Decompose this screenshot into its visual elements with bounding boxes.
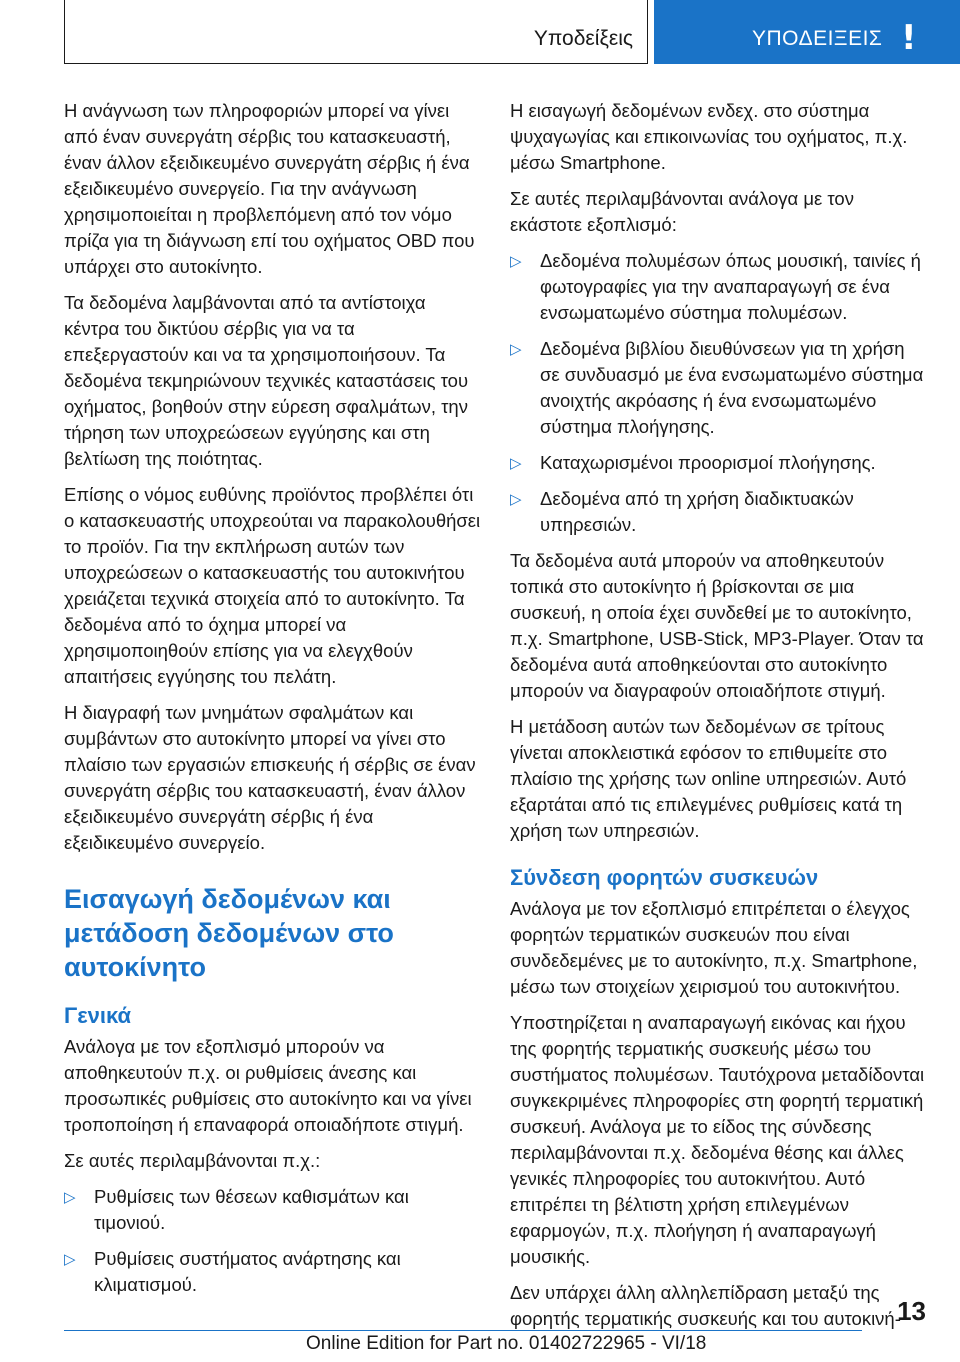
paragraph: Η εισαγωγή δεδομένων ενδεχ. στο σύστημα ψυχαγωγίας και επικοινωνίας του οχήματος, π.χ. μέσω Smartphone. xyxy=(510,100,908,173)
bullet-list xyxy=(510,248,926,538)
list-item-text: Καταχωρισμένοι προορισμοί πλοήγησης. xyxy=(540,452,876,473)
edition-label: Online Edition for Part no. 01402722965 - VI/18 xyxy=(306,1333,707,1354)
triangle-right-icon: ▷ xyxy=(510,252,522,270)
list-item xyxy=(510,486,926,538)
list-item-text: Δεδομένα πολυμέσων όπως μουσική, ταινίες ή φωτογραφίες για την αναπαραγωγή σε ένα ενσωματωμένο σύστημα πολυμέσων. xyxy=(540,250,921,323)
paragraph: Σε αυτές περιλαμβάνονται π.χ.: xyxy=(64,1150,321,1171)
chapter-title: ΥΠΟΔΕΙΞΕΙΣ xyxy=(752,27,883,50)
subsection-heading: Γενικά xyxy=(64,1003,132,1028)
exclamation-icon: ! xyxy=(901,18,917,58)
triangle-right-icon: ▷ xyxy=(510,340,522,358)
paragraph: Υποστηρίζεται η αναπαραγωγή εικόνας και ήχου της φορητής τερματικής συσκευής μέσω του συστήματος πολυμέσων. Ταυτόχρονα μεταδίδονται συγκεκριμένες πληροφορίες στη φορητή τερματική συσκευή. Ανάλογα με το είδος της σύνδεσης περιλαμβάνονται π.χ. δεδομένα θέσης και άλλες γενικές πληροφορίες του αυτοκινήτου. Αυτό επιτρέπει τη βέλτιστη χρήση επιλεγμένων εφαρμογών, π.χ. πλοήγηση ή αναπαραγωγή μουσικής. xyxy=(510,1012,925,1267)
list-item xyxy=(64,1246,484,1298)
paragraph: Επίσης ο νόμος ευθύνης προϊόντος προβλέπει ότι ο κατασκευαστής υποχρεούται να παρακολουθήσει το προϊόν. Για την εκπλήρωση αυτών των υποχρεώσεων ο κατασκευαστής του αυτοκινήτου χρειάζεται τεχνικά στοιχεία από το αυτοκίνητο. Τα δεδομένα από το όχημα μπορεί να χρησιμοποιηθούν επίσης για να ελεγχθούν απαιτήσεις εγγύησης του πελάτη. xyxy=(64,484,481,687)
subsection-heading: Σύνδεση φορητών συσκευών xyxy=(510,865,819,890)
section-heading: Εισαγωγή δεδομένων και μετάδοση δεδομένων στο αυτοκίνητο xyxy=(64,884,394,982)
paragraph: Η μετάδοση αυτών των δεδομένων σε τρίτους γίνεται αποκλειστικά εφόσον το επιθυμείτε στο πλαίσιο της χρήσης των online υπηρεσιών. Αυτό εξαρτάται από τις επιλεγμένες ρυθμίσεις κατά τη χρήση των υπηρεσιών. xyxy=(510,716,907,841)
paragraph: Τα δεδομένα αυτά μπορούν να αποθηκευτούν τοπικά στο αυτοκίνητο ή βρίσκονται σε μια συσκευή, η οποία έχει συνδεθεί με το αυτοκίνητο, π.χ. Smartphone, USB-Stick, MP3-Player. Όταν τα δεδομένα αυτά αποθηκεύονται στο αυτοκίνητο μπορούν να διαγραφούν οποιαδήποτε στιγμή. xyxy=(510,550,924,701)
list-item-text: Δεδομένα βιβλίου διευθύνσεων για τη χρήση σε συνδυασμό με ένα ενσωματωμένο σύστημα ανοιχτής ακρόασης ή ένα ενσωματωμένο σύστημα πλοήγησης. xyxy=(540,338,924,437)
footer-divider xyxy=(64,1330,862,1331)
paragraph: Τα δεδομένα λαμβάνονται από τα αντίστοιχα κέντρα του δικτύου σέρβις για να τα επεξεργαστούν και να τα χρησιμοποιήσουν. Τα δεδομένα τεκμηριώνουν τεχνικές καταστάσεις του οχήματος, βοηθούν στην εύρεση σφαλμάτων, την τήρηση των υποχρεώσεων εγγύησης και στη βελτίωση της ποιότητας. xyxy=(64,292,469,469)
list-item xyxy=(510,248,926,326)
paragraph: Σε αυτές περιλαμβάνονται ανάλογα με τον εκάστοτε εξοπλισμό: xyxy=(510,188,854,235)
triangle-right-icon: ▷ xyxy=(64,1188,76,1206)
left-column xyxy=(64,98,484,1308)
paragraph: Δεν υπάρχει άλλη αλληλεπίδραση μεταξύ της φορητής τερματικής συσκευής και του αυτοκινή- xyxy=(510,1282,901,1329)
paragraph: Η ανάγνωση των πληροφοριών μπορεί να γίνει από έναν συνεργάτη σέρβις του κατασκευαστή, έναν άλλον εξειδικευμένο συνεργάτη σέρβις ή ένα εξειδικευμένο συνεργείο. Για την ανάγνωση χρησιμοποιείται η προβλεπόμενη από τον νόμο πρίζα για τη διάγνωση επί του οχήματος OBD που υπάρχει στο αυτοκίνητο. xyxy=(64,100,475,277)
paragraph: Η διαγραφή των μνημάτων σφαλμάτων και συμβάντων στο αυτοκίνητο μπορεί να γίνει στο πλαίσιο των εργασιών επισκευής ή σέρβις σε έναν συνεργάτη σέρβις του κατασκευαστή, έναν άλλον εξειδικευμένο συνεργάτη σέρβις ή ένα εξειδικευμένο συνεργείο. xyxy=(64,702,476,853)
list-item xyxy=(510,336,926,440)
bullet-list xyxy=(64,1184,484,1298)
section-title: Υποδείξεις xyxy=(533,27,633,50)
list-item-text: Ρυθμίσεις των θέσεων καθισμάτων και τιμονιού. xyxy=(94,1186,409,1233)
triangle-right-icon: ▷ xyxy=(510,454,522,472)
paragraph: Ανάλογα με τον εξοπλισμό επιτρέπεται ο έλεγχος φορητών τερματικών συσκευών που είναι συνδεδεμένες με το αυτοκίνητο, π.χ. Smartphone, μέσω των στοιχείων χειρισμού του αυτοκινήτου. xyxy=(510,898,918,997)
section-tab xyxy=(64,0,648,64)
chapter-tab xyxy=(654,0,960,64)
list-item xyxy=(510,450,926,476)
page-number: 13 xyxy=(897,1296,926,1326)
list-item-text: Δεδομένα από τη χρήση διαδικτυακών υπηρεσιών. xyxy=(540,488,854,535)
paragraph: Ανάλογα με τον εξοπλισμό μπορούν να αποθηκευτούν π.χ. οι ρυθμίσεις άνεσης και προσωπικές ρυθμίσεις στο αυτοκίνητο και να γίνει τροποποίηση ή επαναφορά οποιαδήποτε στιγμή. xyxy=(64,1036,472,1135)
right-column xyxy=(510,98,926,1342)
list-item xyxy=(64,1184,484,1236)
triangle-right-icon: ▷ xyxy=(510,490,522,508)
list-item-text: Ρυθμίσεις συστήματος ανάρτησης και κλιματισμού. xyxy=(94,1248,401,1295)
triangle-right-icon: ▷ xyxy=(64,1250,76,1268)
